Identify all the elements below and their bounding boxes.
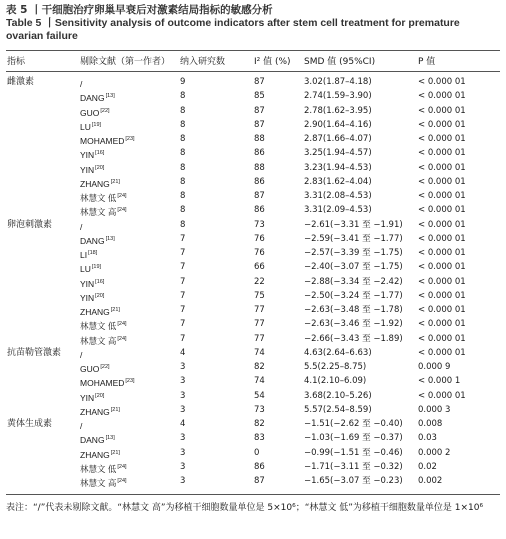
row-i2: 82 <box>254 419 265 429</box>
row-i2: 85 <box>254 91 265 102</box>
table-row <box>0 218 506 233</box>
reference-superscript: [22] <box>100 364 110 370</box>
reference-superscript: [24] <box>117 463 127 470</box>
table-row <box>0 146 506 161</box>
row-i2: 74 <box>254 347 265 358</box>
excluded-author: DANG <box>80 93 105 104</box>
row-study-count: 7 <box>180 248 186 258</box>
row-smd: −1.51(−2.62 至 −0.40) <box>304 419 403 429</box>
row-smd: 2.78(1.62–3.95) <box>304 105 372 116</box>
excluded-author: 林慧文 高 <box>80 207 117 218</box>
reference-superscript: [16] <box>95 150 105 157</box>
row-p-value: < 0.000 01 <box>418 205 466 216</box>
row-group-label: 黄体生成素 <box>7 419 53 429</box>
reference-superscript: [24] <box>117 321 127 328</box>
reference-superscript: [21] <box>110 307 120 313</box>
row-p-value: < 0.000 01 <box>418 319 466 330</box>
excluded-author: LI <box>80 250 88 260</box>
row-p-value: < 0.000 01 <box>418 176 466 187</box>
row-i2: 87 <box>254 191 265 201</box>
row-p-value: < 0.000 01 <box>418 262 466 273</box>
row-smd: 4.1(2.10–6.09) <box>304 376 367 387</box>
row-smd: −2.88(−3.34 至 −2.42) <box>304 276 403 287</box>
row-i2: 66 <box>254 262 265 273</box>
row-smd: 3.02(1.87–4.18) <box>304 77 372 87</box>
reference-superscript: [24] <box>117 207 127 214</box>
row-p-value: < 0.000 01 <box>418 134 466 144</box>
table-row <box>0 474 506 489</box>
row-study-count: 9 <box>180 77 186 87</box>
row-smd: −0.99(−1.51 至 −0.46) <box>304 447 403 458</box>
excluded-author: YIN <box>80 278 95 289</box>
header-p: P 值 <box>418 57 436 67</box>
row-p-value: 0.000 2 <box>418 447 451 458</box>
row-smd: 3.25(1.94–4.57) <box>304 148 372 159</box>
row-smd: −1.71(−3.11 至 −0.32) <box>304 461 403 472</box>
excluded-author: GUO <box>80 107 100 118</box>
row-study-count: 8 <box>180 148 186 159</box>
table-row <box>0 189 506 204</box>
table-row <box>0 403 506 418</box>
table-row <box>0 246 506 261</box>
table-row <box>0 417 506 432</box>
row-study-count: 8 <box>180 91 186 102</box>
excluded-author: 林慧文 低 <box>80 463 117 474</box>
row-i2: 88 <box>254 134 265 144</box>
row-i2: 76 <box>254 248 265 258</box>
row-group-label: 雌激素 <box>7 77 35 87</box>
reference-superscript: [21] <box>110 449 120 456</box>
row-p-value: < 0.000 01 <box>418 333 466 344</box>
table-row <box>0 203 506 218</box>
excluded-author: LU <box>80 121 91 132</box>
excluded-author: YIN <box>80 292 95 303</box>
table-row <box>0 89 506 104</box>
table-row <box>0 161 506 176</box>
row-study-count: 3 <box>180 404 186 415</box>
row-study-count: 8 <box>180 219 186 230</box>
table-row <box>0 374 506 389</box>
row-study-count: 8 <box>180 205 186 216</box>
excluded-author: MOHAMED <box>80 378 125 389</box>
row-smd: 5.57(2.54–8.59) <box>304 404 372 415</box>
row-i2: 75 <box>254 290 265 301</box>
row-smd: 3.68(2.10–5.26) <box>304 390 372 401</box>
row-study-count: 3 <box>180 433 186 444</box>
row-study-count: 8 <box>180 176 186 187</box>
excluded-author: 林慧文 低 <box>80 193 117 203</box>
excluded-author: / <box>80 79 83 89</box>
reference-superscript: [16] <box>95 278 105 285</box>
table-bottom-rule <box>6 494 500 495</box>
reference-superscript: [18] <box>88 250 98 256</box>
caption-zh: 表 5 丨干细胞治疗卵巢早衰后对激素结局指标的敏感分析 <box>6 4 273 16</box>
excluded-author: ZHANG <box>80 307 110 317</box>
table-row <box>0 118 506 133</box>
table-row <box>0 360 506 375</box>
row-p-value: 0.03 <box>418 433 437 444</box>
reference-superscript: [13] <box>105 435 115 442</box>
table-row <box>0 446 506 461</box>
table-row <box>0 460 506 475</box>
row-study-count: 7 <box>180 262 186 273</box>
excluded-author: ZHANG <box>80 406 110 417</box>
row-p-value: 0.008 <box>418 419 443 429</box>
header-smd: SMD 值 (95%CI) <box>304 57 376 67</box>
row-p-value: 0.02 <box>418 461 437 472</box>
row-i2: 87 <box>254 105 265 116</box>
row-study-count: 8 <box>180 105 186 116</box>
row-i2: 73 <box>254 404 265 415</box>
row-study-count: 7 <box>180 233 186 244</box>
excluded-author: DANG <box>80 435 105 446</box>
excluded-author: DANG <box>80 235 105 246</box>
row-p-value: < 0.000 01 <box>418 276 466 287</box>
excluded-author: / <box>80 221 83 232</box>
row-smd: −2.50(−3.24 至 −1.77) <box>304 290 403 301</box>
table-row <box>0 303 506 318</box>
excluded-author: YIN <box>80 164 95 175</box>
reference-superscript: [19] <box>91 121 102 128</box>
excluded-author: / <box>80 349 83 360</box>
row-p-value: < 0.000 01 <box>418 91 466 102</box>
header-i2: I² 值 (%) <box>254 57 291 67</box>
row-study-count: 4 <box>180 419 186 429</box>
row-i2: 87 <box>254 476 265 486</box>
header-group: 指标 <box>7 57 26 67</box>
reference-superscript: [24] <box>117 193 127 199</box>
row-i2: 86 <box>254 176 265 187</box>
table-row <box>0 275 506 290</box>
table-row <box>0 431 506 446</box>
row-study-count: 3 <box>180 447 186 458</box>
reference-superscript: [24] <box>117 478 127 484</box>
reference-superscript: [20] <box>95 164 105 171</box>
row-p-value: 0.000 9 <box>418 362 451 372</box>
reference-superscript: [22] <box>100 107 110 114</box>
row-p-value: 0.002 <box>418 476 443 486</box>
excluded-author: / <box>80 421 83 431</box>
row-p-value: < 0.000 01 <box>418 191 466 201</box>
row-smd: 5.5(2.25–8.75) <box>304 362 367 372</box>
row-smd: 3.31(2.08–4.53) <box>304 191 372 201</box>
table-row <box>0 389 506 404</box>
reference-superscript: [13] <box>105 235 115 242</box>
table-row <box>0 175 506 190</box>
row-smd: 2.83(1.62–4.04) <box>304 176 372 187</box>
row-i2: 82 <box>254 362 265 372</box>
table-row <box>0 132 506 147</box>
table-row <box>0 332 506 347</box>
row-i2: 83 <box>254 433 265 444</box>
excluded-author: YIN <box>80 392 95 403</box>
caption-en: Table 5 丨Sensitivity analysis of outcome indicators after stem cell treatment for premature ovarian failure <box>6 17 460 42</box>
row-i2: 86 <box>254 461 265 472</box>
row-smd: 4.63(2.64–6.63) <box>304 347 372 358</box>
row-smd: −2.61(−3.31 至 −1.91) <box>304 219 403 230</box>
row-smd: 3.23(1.94–4.53) <box>304 162 372 173</box>
row-i2: 77 <box>254 333 265 344</box>
row-i2: 86 <box>254 148 265 159</box>
excluded-author: LU <box>80 264 91 275</box>
excluded-author: MOHAMED <box>80 136 125 146</box>
row-group-label: 卵泡刺激素 <box>7 219 53 230</box>
row-study-count: 4 <box>180 347 186 358</box>
row-smd: 2.74(1.59–3.90) <box>304 91 372 102</box>
row-study-count: 8 <box>180 134 186 144</box>
reference-superscript: [23] <box>125 378 135 385</box>
excluded-author: 林慧文 高 <box>80 335 117 346</box>
row-study-count: 7 <box>180 305 186 315</box>
row-study-count: 7 <box>180 290 186 301</box>
table-row <box>0 232 506 247</box>
row-study-count: 3 <box>180 390 186 401</box>
row-i2: 87 <box>254 119 265 130</box>
reference-superscript: [23] <box>125 136 135 142</box>
row-i2: 77 <box>254 319 265 330</box>
row-smd: −2.63(−3.46 至 −1.92) <box>304 319 403 330</box>
row-p-value: < 0.000 01 <box>418 77 466 87</box>
row-study-count: 3 <box>180 362 186 372</box>
reference-superscript: [24] <box>117 335 127 342</box>
row-smd: −1.03(−1.69 至 −0.37) <box>304 433 403 444</box>
row-group-label: 抗苗勒管激素 <box>7 347 62 358</box>
row-excluded-study <box>80 474 127 491</box>
excluded-author: YIN <box>80 150 95 161</box>
row-p-value: < 0.000 01 <box>418 305 466 315</box>
table-top-rule <box>6 50 500 51</box>
row-smd: −2.59(−3.41 至 −1.77) <box>304 233 403 244</box>
row-study-count: 8 <box>180 119 186 130</box>
reference-superscript: [21] <box>110 178 120 185</box>
row-smd: −2.57(−3.39 至 −1.75) <box>304 248 403 258</box>
row-study-count: 7 <box>180 276 186 287</box>
row-p-value: < 0.000 01 <box>418 219 466 230</box>
row-study-count: 3 <box>180 461 186 472</box>
row-smd: −2.66(−3.43 至 −1.89) <box>304 333 403 344</box>
row-p-value: < 0.000 01 <box>418 248 466 258</box>
row-smd: 2.87(1.66–4.07) <box>304 134 372 144</box>
row-p-value: < 0.000 01 <box>418 148 466 159</box>
row-study-count: 7 <box>180 333 186 344</box>
header-excluded: 剔除文献（第一作者） <box>80 57 171 67</box>
row-p-value: < 0.000 01 <box>418 233 466 244</box>
table-note: 表注：“/”代表未剔除文献。“林慧文 高”为移植干细胞数量单位是 5×10⁶；“林慧文 低”为移植干细胞数量单位是 1×10⁶ <box>6 503 484 513</box>
table-header-rule <box>6 71 500 72</box>
table-row <box>0 289 506 304</box>
row-i2: 74 <box>254 376 265 387</box>
excluded-author: GUO <box>80 364 100 374</box>
row-p-value: < 0.000 01 <box>418 162 466 173</box>
row-i2: 86 <box>254 205 265 216</box>
row-smd: −2.40(−3.07 至 −1.75) <box>304 262 403 273</box>
header-study-count: 纳入研究数 <box>180 57 226 67</box>
table-row <box>0 317 506 332</box>
row-study-count: 3 <box>180 476 186 486</box>
row-smd: 3.31(2.09–4.53) <box>304 205 372 216</box>
reference-superscript: [19] <box>91 264 102 271</box>
table-row <box>0 75 506 90</box>
row-p-value: < 0.000 01 <box>418 119 466 130</box>
excluded-author: ZHANG <box>80 178 110 189</box>
row-p-value: < 0.000 1 <box>418 376 461 387</box>
reference-superscript: [20] <box>95 392 105 399</box>
row-i2: 88 <box>254 162 265 173</box>
row-p-value: 0.000 3 <box>418 404 451 415</box>
row-i2: 54 <box>254 390 265 401</box>
row-smd: −1.65(−3.07 至 −0.23) <box>304 476 403 486</box>
row-i2: 0 <box>254 447 260 458</box>
row-p-value: < 0.000 01 <box>418 390 466 401</box>
row-i2: 73 <box>254 219 265 230</box>
row-p-value: < 0.000 01 <box>418 347 466 358</box>
row-i2: 77 <box>254 305 265 315</box>
row-smd: 2.90(1.64–4.16) <box>304 119 372 130</box>
table-row <box>0 346 506 361</box>
row-study-count: 8 <box>180 162 186 173</box>
table-row <box>0 260 506 275</box>
row-study-count: 7 <box>180 319 186 330</box>
reference-superscript: [20] <box>95 292 105 299</box>
excluded-author: 林慧文 高 <box>80 478 117 488</box>
excluded-author: 林慧文 低 <box>80 321 117 332</box>
excluded-author: ZHANG <box>80 449 110 460</box>
row-i2: 22 <box>254 276 265 287</box>
table-caption <box>6 4 500 43</box>
row-study-count: 8 <box>180 191 186 201</box>
row-study-count: 3 <box>180 376 186 387</box>
row-p-value: < 0.000 01 <box>418 105 466 116</box>
reference-superscript: [13] <box>105 93 115 100</box>
row-i2: 76 <box>254 233 265 244</box>
table-row <box>0 104 506 119</box>
row-i2: 87 <box>254 77 265 87</box>
row-smd: −2.63(−3.48 至 −1.78) <box>304 305 403 315</box>
row-p-value: < 0.000 01 <box>418 290 466 301</box>
reference-superscript: [21] <box>110 406 120 413</box>
